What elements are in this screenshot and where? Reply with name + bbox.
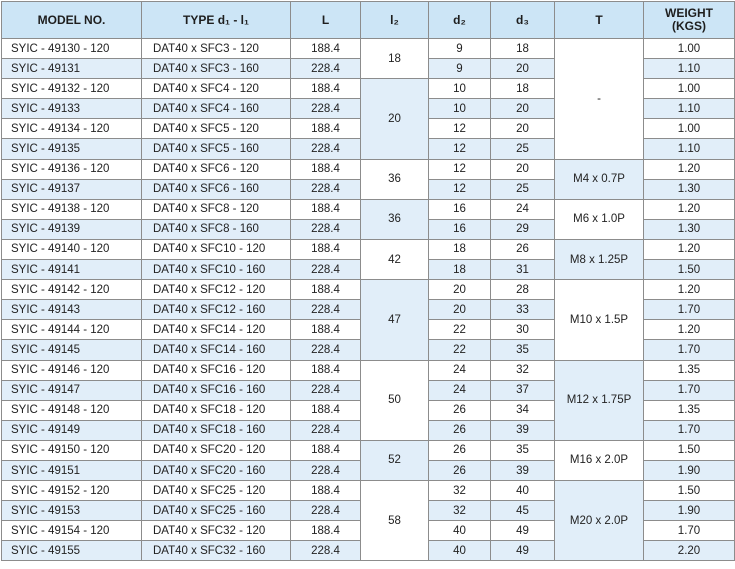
header-t: T (555, 2, 644, 39)
model-no-cell: SYIC - 49137 (2, 179, 142, 199)
d3-cell: 20 (491, 119, 555, 139)
d2-cell: 16 (429, 199, 491, 219)
weight-cell: 1.10 (644, 139, 735, 159)
model-no-cell: SYIC - 49146 - 120 (2, 360, 142, 380)
type-cell: DAT40 x SFC8 - 160 (142, 219, 291, 239)
type-cell: DAT40 x SFC6 - 120 (142, 159, 291, 179)
model-no-cell: SYIC - 49153 (2, 501, 142, 521)
l-cell: 188.4 (291, 119, 361, 139)
d3-cell: 39 (491, 420, 555, 440)
model-no-cell: SYIC - 49136 - 120 (2, 159, 142, 179)
d2-cell: 26 (429, 460, 491, 480)
model-no-cell: SYIC - 49139 (2, 219, 142, 239)
l-cell: 228.4 (291, 420, 361, 440)
weight-cell: 1.50 (644, 440, 735, 460)
type-cell: DAT40 x SFC8 - 120 (142, 199, 291, 219)
l2-cell: 36 (361, 199, 429, 239)
l-cell: 188.4 (291, 360, 361, 380)
model-no-cell: SYIC - 49135 (2, 139, 142, 159)
d2-cell: 12 (429, 159, 491, 179)
header-weight-label: WEIGHT (665, 6, 713, 20)
type-cell: DAT40 x SFC5 - 160 (142, 139, 291, 159)
d2-cell: 32 (429, 501, 491, 521)
d3-cell: 29 (491, 219, 555, 239)
model-no-cell: SYIC - 49148 - 120 (2, 400, 142, 420)
model-no-cell: SYIC - 49144 - 120 (2, 320, 142, 340)
d2-cell: 26 (429, 420, 491, 440)
model-no-cell: SYIC - 49133 (2, 99, 142, 119)
model-no-cell: SYIC - 49143 (2, 300, 142, 320)
type-cell: DAT40 x SFC12 - 160 (142, 300, 291, 320)
model-no-cell: SYIC - 49149 (2, 420, 142, 440)
weight-cell: 1.10 (644, 99, 735, 119)
d2-cell: 40 (429, 541, 491, 561)
type-cell: DAT40 x SFC32 - 120 (142, 521, 291, 541)
l-cell: 228.4 (291, 380, 361, 400)
model-no-cell: SYIC - 49155 (2, 541, 142, 561)
l-cell: 188.4 (291, 39, 361, 59)
l2-cell: 52 (361, 440, 429, 480)
d3-cell: 25 (491, 179, 555, 199)
table-body (2, 39, 735, 561)
weight-cell: 1.20 (644, 199, 735, 219)
type-cell: DAT40 x SFC3 - 120 (142, 39, 291, 59)
type-cell: DAT40 x SFC10 - 120 (142, 239, 291, 259)
d2-cell: 10 (429, 79, 491, 99)
weight-cell: 1.20 (644, 159, 735, 179)
l-cell: 188.4 (291, 521, 361, 541)
model-no-cell: SYIC - 49152 - 120 (2, 481, 142, 501)
l-cell: 188.4 (291, 199, 361, 219)
header-d2: d₂ (429, 2, 491, 39)
model-no-cell: SYIC - 49145 (2, 340, 142, 360)
d3-cell: 18 (491, 39, 555, 59)
d2-cell: 9 (429, 59, 491, 79)
l-cell: 228.4 (291, 219, 361, 239)
type-cell: DAT40 x SFC25 - 120 (142, 481, 291, 501)
weight-cell: 2.20 (644, 541, 735, 561)
d2-cell: 26 (429, 400, 491, 420)
type-cell: DAT40 x SFC12 - 120 (142, 280, 291, 300)
d3-cell: 45 (491, 501, 555, 521)
table-row (2, 159, 735, 179)
t-cell: - (555, 39, 644, 160)
d2-cell: 12 (429, 179, 491, 199)
l-cell: 228.4 (291, 260, 361, 280)
t-cell: M4 x 0.7P (555, 159, 644, 199)
type-cell: DAT40 x SFC16 - 120 (142, 360, 291, 380)
weight-cell: 1.20 (644, 280, 735, 300)
table-row (2, 39, 735, 59)
table-row (2, 280, 735, 300)
l2-cell: 58 (361, 481, 429, 561)
spec-table (1, 1, 735, 561)
t-cell: M10 x 1.5P (555, 280, 644, 360)
table-row (2, 440, 735, 460)
d3-cell: 20 (491, 159, 555, 179)
header-l2: l₂ (361, 2, 429, 39)
l-cell: 228.4 (291, 460, 361, 480)
model-no-cell: SYIC - 49151 (2, 460, 142, 480)
d2-cell: 12 (429, 119, 491, 139)
d2-cell: 18 (429, 239, 491, 259)
l-cell: 228.4 (291, 501, 361, 521)
l-cell: 228.4 (291, 99, 361, 119)
d2-cell: 18 (429, 260, 491, 280)
d3-cell: 28 (491, 280, 555, 300)
model-no-cell: SYIC - 49154 - 120 (2, 521, 142, 541)
l-cell: 228.4 (291, 340, 361, 360)
l2-cell: 36 (361, 159, 429, 199)
l2-cell: 18 (361, 39, 429, 79)
d3-cell: 31 (491, 260, 555, 280)
d2-cell: 12 (429, 139, 491, 159)
l-cell: 228.4 (291, 300, 361, 320)
l-cell: 188.4 (291, 159, 361, 179)
model-no-cell: SYIC - 49142 - 120 (2, 280, 142, 300)
model-no-cell: SYIC - 49132 - 120 (2, 79, 142, 99)
d2-cell: 32 (429, 481, 491, 501)
weight-cell: 1.20 (644, 239, 735, 259)
d3-cell: 26 (491, 239, 555, 259)
type-cell: DAT40 x SFC14 - 160 (142, 340, 291, 360)
type-cell: DAT40 x SFC6 - 160 (142, 179, 291, 199)
header-weight (644, 2, 735, 39)
t-cell: M12 x 1.75P (555, 360, 644, 440)
table-row (2, 199, 735, 219)
l2-cell: 42 (361, 239, 429, 279)
d3-cell: 37 (491, 380, 555, 400)
t-cell: M8 x 1.25P (555, 239, 644, 279)
type-cell: DAT40 x SFC4 - 120 (142, 79, 291, 99)
type-cell: DAT40 x SFC20 - 120 (142, 440, 291, 460)
d2-cell: 26 (429, 440, 491, 460)
d3-cell: 20 (491, 99, 555, 119)
header-l: L (291, 2, 361, 39)
d2-cell: 16 (429, 219, 491, 239)
l-cell: 188.4 (291, 440, 361, 460)
model-no-cell: SYIC - 49134 - 120 (2, 119, 142, 139)
d2-cell: 40 (429, 521, 491, 541)
d3-cell: 32 (491, 360, 555, 380)
model-no-cell: SYIC - 49150 - 120 (2, 440, 142, 460)
d3-cell: 30 (491, 320, 555, 340)
d3-cell: 49 (491, 521, 555, 541)
model-no-cell: SYIC - 49141 (2, 260, 142, 280)
header-type: TYPE d₁ - l₁ (142, 2, 291, 39)
t-cell: M6 x 1.0P (555, 199, 644, 239)
header-weight-unit: (KGS) (672, 19, 706, 33)
d3-cell: 33 (491, 300, 555, 320)
d3-cell: 25 (491, 139, 555, 159)
type-cell: DAT40 x SFC16 - 160 (142, 380, 291, 400)
model-no-cell: SYIC - 49131 (2, 59, 142, 79)
l-cell: 188.4 (291, 320, 361, 340)
l-cell: 228.4 (291, 139, 361, 159)
d2-cell: 9 (429, 39, 491, 59)
l-cell: 228.4 (291, 179, 361, 199)
type-cell: DAT40 x SFC4 - 160 (142, 99, 291, 119)
d3-cell: 34 (491, 400, 555, 420)
l2-cell: 47 (361, 280, 429, 360)
weight-cell: 1.50 (644, 481, 735, 501)
type-cell: DAT40 x SFC10 - 160 (142, 260, 291, 280)
weight-cell: 1.30 (644, 219, 735, 239)
model-no-cell: SYIC - 49147 (2, 380, 142, 400)
weight-cell: 1.70 (644, 300, 735, 320)
d2-cell: 20 (429, 280, 491, 300)
weight-cell: 1.30 (644, 179, 735, 199)
weight-cell: 1.50 (644, 260, 735, 280)
d2-cell: 24 (429, 360, 491, 380)
table-row (2, 360, 735, 380)
type-cell: DAT40 x SFC20 - 160 (142, 460, 291, 480)
l2-cell: 20 (361, 79, 429, 159)
header-row (2, 2, 735, 39)
weight-cell: 1.20 (644, 320, 735, 340)
weight-cell: 1.70 (644, 340, 735, 360)
t-cell: M20 x 2.0P (555, 481, 644, 561)
model-no-cell: SYIC - 49138 - 120 (2, 199, 142, 219)
weight-cell: 1.35 (644, 360, 735, 380)
d3-cell: 40 (491, 481, 555, 501)
weight-cell: 1.90 (644, 501, 735, 521)
type-cell: DAT40 x SFC32 - 160 (142, 541, 291, 561)
table-row (2, 481, 735, 501)
d2-cell: 22 (429, 340, 491, 360)
weight-cell: 1.70 (644, 521, 735, 541)
type-cell: DAT40 x SFC3 - 160 (142, 59, 291, 79)
d3-cell: 24 (491, 199, 555, 219)
weight-cell: 1.10 (644, 59, 735, 79)
l-cell: 188.4 (291, 239, 361, 259)
weight-cell: 1.35 (644, 400, 735, 420)
l-cell: 228.4 (291, 59, 361, 79)
d2-cell: 20 (429, 300, 491, 320)
d2-cell: 24 (429, 380, 491, 400)
model-no-cell: SYIC - 49130 - 120 (2, 39, 142, 59)
header-d3: d₃ (491, 2, 555, 39)
d3-cell: 18 (491, 79, 555, 99)
l2-cell: 50 (361, 360, 429, 440)
table-row (2, 239, 735, 259)
weight-cell: 1.00 (644, 39, 735, 59)
d3-cell: 35 (491, 340, 555, 360)
weight-cell: 1.70 (644, 380, 735, 400)
l-cell: 188.4 (291, 400, 361, 420)
l-cell: 228.4 (291, 541, 361, 561)
type-cell: DAT40 x SFC25 - 160 (142, 501, 291, 521)
type-cell: DAT40 x SFC14 - 120 (142, 320, 291, 340)
weight-cell: 1.00 (644, 119, 735, 139)
weight-cell: 1.70 (644, 420, 735, 440)
d3-cell: 49 (491, 541, 555, 561)
d3-cell: 35 (491, 440, 555, 460)
t-cell: M16 x 2.0P (555, 440, 644, 480)
type-cell: DAT40 x SFC18 - 160 (142, 420, 291, 440)
weight-cell: 1.90 (644, 460, 735, 480)
d3-cell: 39 (491, 460, 555, 480)
l-cell: 188.4 (291, 79, 361, 99)
type-cell: DAT40 x SFC5 - 120 (142, 119, 291, 139)
d2-cell: 10 (429, 99, 491, 119)
model-no-cell: SYIC - 49140 - 120 (2, 239, 142, 259)
l-cell: 188.4 (291, 280, 361, 300)
weight-cell: 1.00 (644, 79, 735, 99)
l-cell: 188.4 (291, 481, 361, 501)
d2-cell: 22 (429, 320, 491, 340)
d3-cell: 20 (491, 59, 555, 79)
header-model-no: MODEL NO. (2, 2, 142, 39)
type-cell: DAT40 x SFC18 - 120 (142, 400, 291, 420)
